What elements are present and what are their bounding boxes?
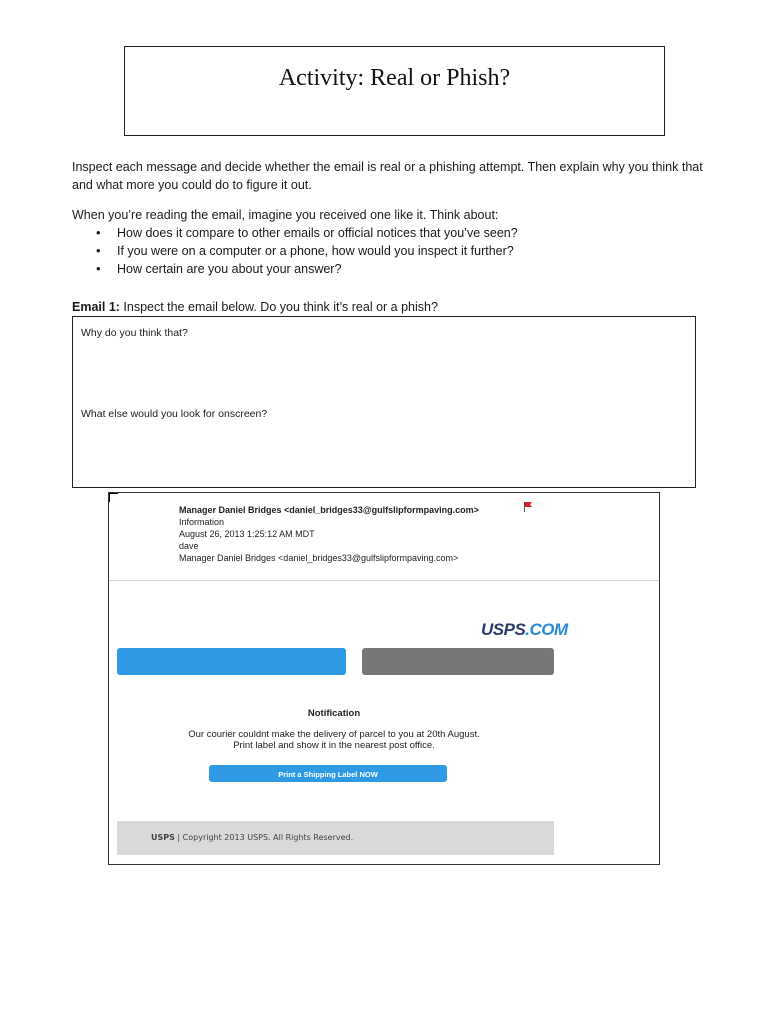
list-item: • How does it compare to other emails or official notices that you’ve seen? [96, 224, 518, 242]
logo-main: USPS [481, 620, 526, 639]
notification-body [109, 729, 559, 751]
email-1-heading [72, 298, 438, 316]
blue-nav-button[interactable] [117, 648, 346, 675]
print-shipping-label-button[interactable]: Print a Shipping Label NOW [209, 765, 447, 782]
reply-to-value: Manager Daniel Bridges <daniel_bridges33@gulfslipformpaving.com> [179, 553, 459, 563]
footer-brand: USPS [151, 833, 175, 842]
usps-logo [481, 620, 568, 640]
email-footer [117, 821, 554, 855]
screenshot-corner-mark [109, 493, 118, 502]
red-flag-icon [524, 502, 532, 512]
page-title: Activity: Real or Phish? [278, 65, 511, 91]
title-box [124, 46, 665, 136]
to-value: dave [179, 541, 199, 551]
notification-title: Notification [307, 708, 361, 719]
list-item: • If you were on a computer or a phone, how would you inspect it further? [96, 242, 518, 260]
date-value: August 26, 2013 1:25:12 AM MDT [179, 529, 315, 539]
sender-value: Manager Daniel Bridges <daniel_bridges33@gulfslipformpaving.com> [179, 505, 479, 515]
think-about-paragraph: When you’re reading the email, imagine you received one like it. Think about: [72, 208, 499, 222]
subject-value: Information [179, 517, 225, 527]
notification-line-2: Print label and show it in the nearest post office. [233, 740, 435, 751]
logo-suffix: .COM [525, 620, 568, 639]
answer-box[interactable] [72, 316, 696, 488]
email-screenshot [108, 492, 660, 865]
gray-nav-button[interactable] [362, 648, 554, 675]
notification-line-1: Our courier couldnt make the delivery of parcel to you at 20th August. [188, 729, 480, 740]
header-divider [109, 580, 659, 581]
question-list [96, 224, 518, 278]
question-why: Why do you think that? [81, 327, 188, 339]
footer-copyright: | Copyright 2013 USPS. All Rights Reserved. [174, 833, 354, 842]
email-1-prompt: Inspect the email below. Do you think it’s real or a phish? [119, 300, 438, 314]
footer-text [151, 833, 353, 842]
email-1-label: Email 1: [72, 300, 120, 314]
intro-paragraph: Inspect each message and decide whether the email is real or a phishing attempt. Then explain why you think that and what more you could do to figure it out. [72, 160, 703, 192]
list-item: • How certain are you about your answer? [96, 260, 518, 278]
question-what-else: What else would you look for onscreen? [81, 408, 268, 420]
